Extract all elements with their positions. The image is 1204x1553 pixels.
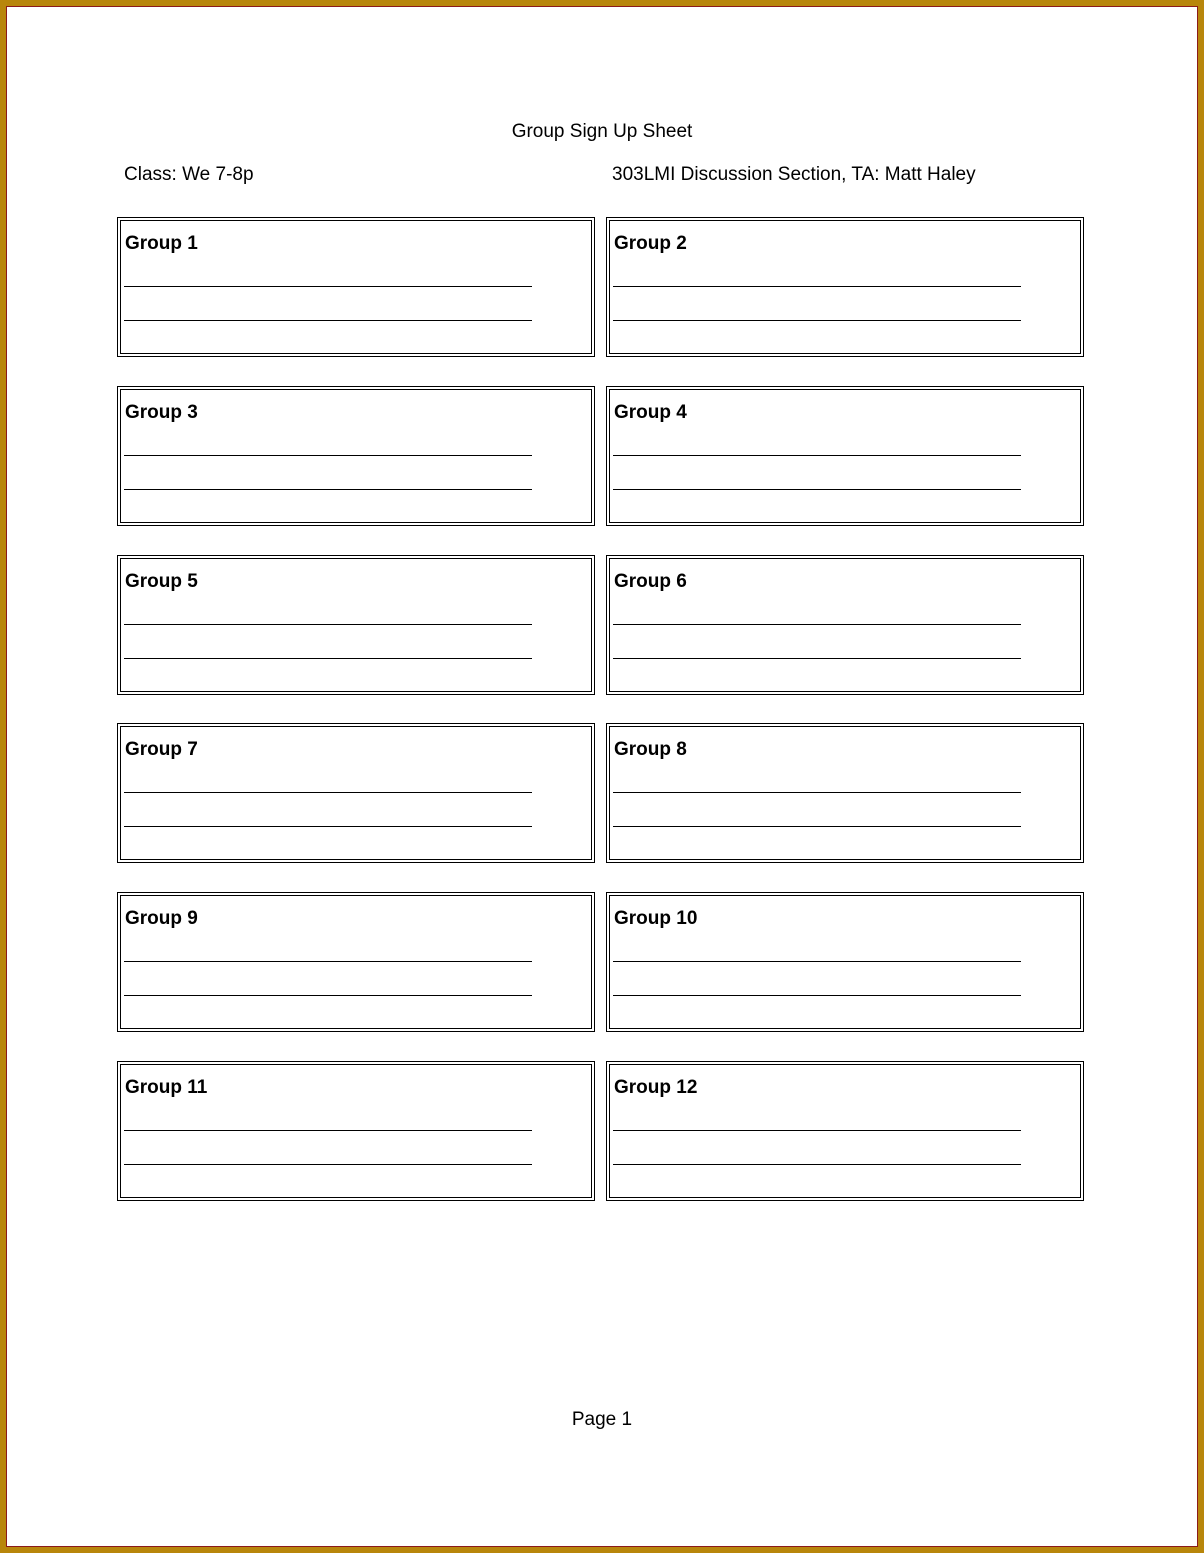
group-label: Group 6 <box>614 571 687 592</box>
signature-line[interactable] <box>613 455 1021 456</box>
group-label: Group 11 <box>125 1077 208 1098</box>
group-label: Group 2 <box>614 233 687 254</box>
page-number: Page 1 <box>571 1409 633 1430</box>
document-title: Group Sign Up Sheet <box>511 121 693 142</box>
signature-line[interactable] <box>124 1130 532 1131</box>
signature-line[interactable] <box>613 624 1021 625</box>
group-box <box>606 1061 1084 1201</box>
signature-line[interactable] <box>124 995 532 996</box>
class-label: Class: We 7-8p <box>124 164 254 185</box>
signature-line[interactable] <box>124 320 532 321</box>
group-label: Group 4 <box>614 402 687 423</box>
signature-line[interactable] <box>124 826 532 827</box>
signature-line[interactable] <box>613 826 1021 827</box>
signature-line[interactable] <box>124 455 532 456</box>
signature-line[interactable] <box>613 995 1021 996</box>
group-box <box>117 217 595 357</box>
signature-line[interactable] <box>124 489 532 490</box>
group-label: Group 3 <box>125 402 198 423</box>
signature-line[interactable] <box>613 1130 1021 1131</box>
section-label: 303LMI Discussion Section, TA: Matt Haley <box>612 164 976 185</box>
signature-line[interactable] <box>124 286 532 287</box>
group-box <box>117 386 595 526</box>
group-label: Group 10 <box>614 908 698 929</box>
signature-line[interactable] <box>613 961 1021 962</box>
group-label: Group 1 <box>125 233 198 254</box>
group-box <box>606 217 1084 357</box>
signature-line[interactable] <box>613 320 1021 321</box>
signature-line[interactable] <box>613 489 1021 490</box>
group-label: Group 5 <box>125 571 198 592</box>
group-box <box>117 892 595 1032</box>
group-box <box>606 723 1084 863</box>
group-box <box>117 723 595 863</box>
group-box <box>606 555 1084 695</box>
group-label: Group 8 <box>614 739 687 760</box>
group-label: Group 9 <box>125 908 198 929</box>
signature-line[interactable] <box>124 792 532 793</box>
group-box <box>117 1061 595 1201</box>
group-label: Group 7 <box>125 739 198 760</box>
group-box <box>606 892 1084 1032</box>
group-box <box>606 386 1084 526</box>
signature-line[interactable] <box>613 792 1021 793</box>
signature-line[interactable] <box>124 658 532 659</box>
signature-line[interactable] <box>613 658 1021 659</box>
group-box <box>117 555 595 695</box>
signature-line[interactable] <box>613 286 1021 287</box>
signature-line[interactable] <box>124 1164 532 1165</box>
signature-line[interactable] <box>613 1164 1021 1165</box>
group-label: Group 12 <box>614 1077 698 1098</box>
signature-line[interactable] <box>124 961 532 962</box>
signature-line[interactable] <box>124 624 532 625</box>
